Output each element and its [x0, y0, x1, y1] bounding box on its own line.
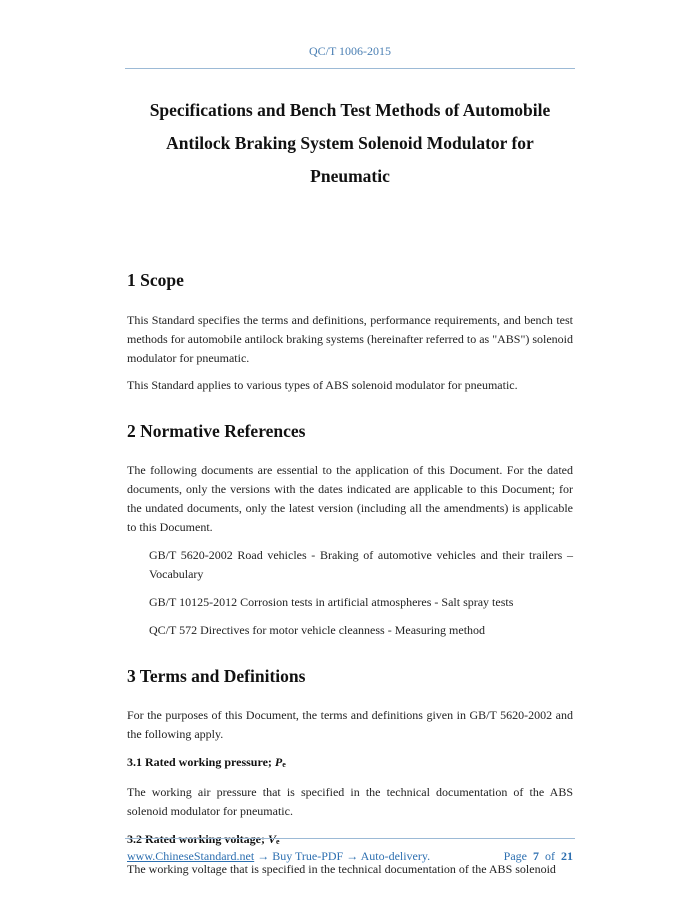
section-heading-normative-references: 2 Normative References: [127, 421, 306, 441]
section-heading-terms-definitions: 3 Terms and Definitions: [127, 666, 306, 686]
document-code-header: QC/T 1006-2015: [308, 44, 392, 58]
section-heading-scope: 1 Scope: [127, 270, 184, 290]
footer-rule: [125, 838, 575, 839]
reference-item: QC/T 572 Directives for motor vehicle cleanness - Measuring method: [149, 623, 486, 637]
header-rule: [125, 68, 575, 69]
term-heading-rated-working-voltage: 3.2 Rated working voltage; Ve: [127, 832, 280, 846]
reference-item: GB/T 10125-2012 Corrosion tests in artificial atmospheres - Salt spray tests: [149, 595, 514, 609]
scope-paragraph-1: This Standard specifies the terms and definitions, performance requirements, and bench test methods for automobile antilock braking systems (hereinafter referred to as "ABS") solenoid modulator for pneumatic.: [127, 313, 574, 365]
page-footer: [127, 849, 573, 864]
document-title-line-2: Antilock Braking System Solenoid Modulator for Pneumatic: [166, 133, 534, 186]
website-link[interactable]: www.ChineseStandard.net: [127, 849, 255, 863]
terms-intro-paragraph: For the purposes of this Document, the terms and definitions given in GB/T 5620-2002 and the following apply.: [127, 708, 573, 741]
normative-intro-paragraph: The following documents are essential to the application of this Document. For the dated documents, only the versions with the dates indicated are applicable to this Document; for the undated documents, only the latest version (including all the amendments) is applicable to this Document.: [127, 463, 573, 534]
scope-paragraph-2: This Standard applies to various types of ABS solenoid modulator for pneumatic.: [127, 378, 518, 392]
footer-promo-text: → Buy True-PDF → Auto-delivery.: [254, 849, 431, 863]
term-heading-rated-working-pressure: 3.1 Rated working pressure; Pe: [127, 755, 286, 769]
term-definition-rated-working-voltage: The working voltage that is specified in the technical documentation of the ABS solenoid: [127, 862, 556, 876]
page-number: Page 7 of 21: [503, 849, 573, 863]
term-definition-rated-working-pressure: The working air pressure that is specified in the technical documentation of the ABS solenoid modulator for pneumatic.: [127, 785, 573, 818]
reference-item: GB/T 5620-2002 Road vehicles - Braking of automotive vehicles and their trailers – Vocabulary: [149, 548, 573, 581]
page-content: [127, 94, 573, 879]
document-title-line-1: Specifications and Bench Test Methods of Automobile: [149, 100, 551, 120]
